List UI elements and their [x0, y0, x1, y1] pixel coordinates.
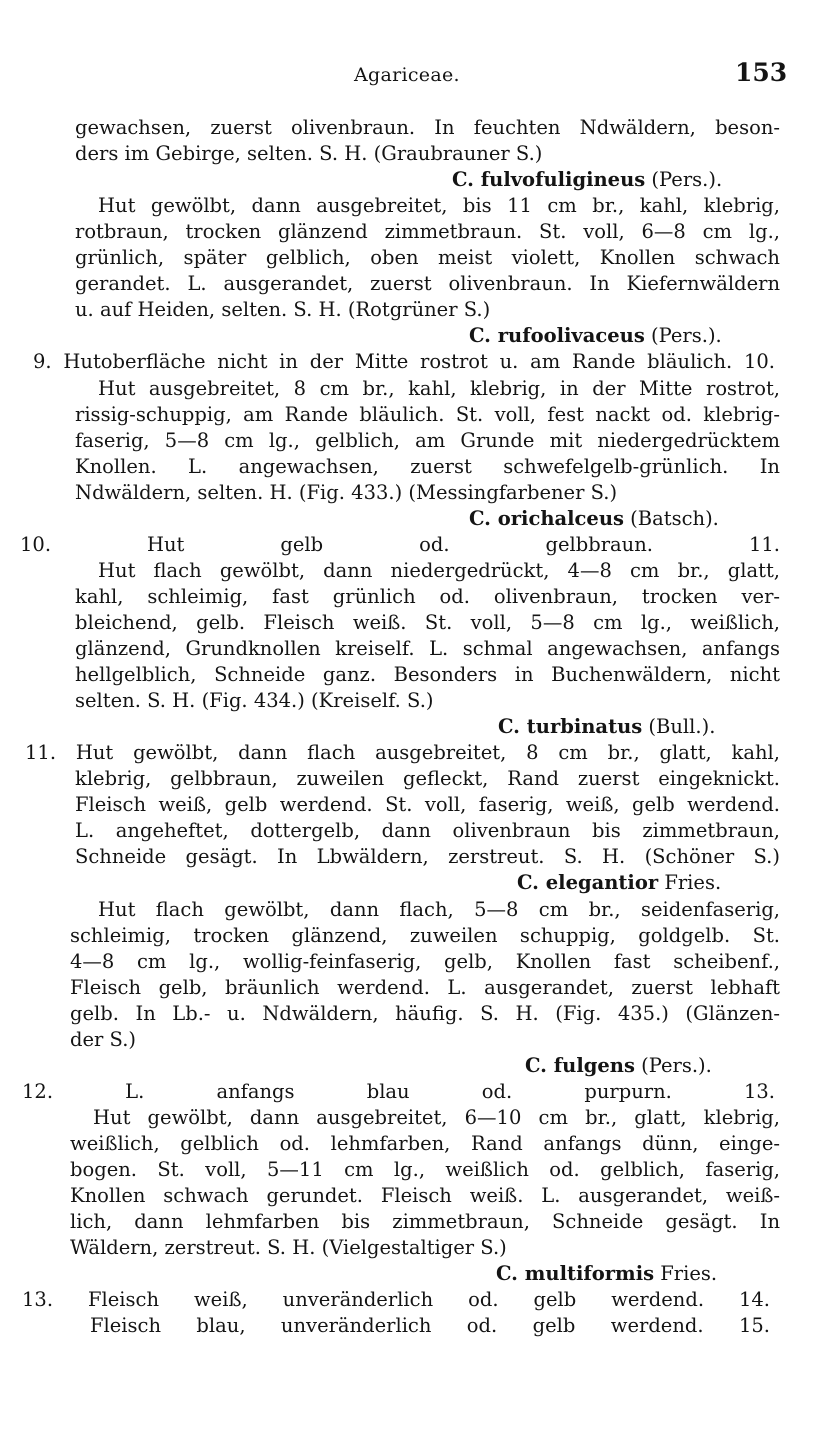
species-name: C. turbinatus: [498, 715, 643, 739]
species-line: [496, 1261, 717, 1287]
species-line: [469, 506, 719, 532]
text-line: 13. Fleisch weiß, unveränderlich od. gelb werdend. 14.: [22, 1288, 770, 1312]
species-name: C. fulgens: [525, 1053, 635, 1077]
text-line: kahl, schleimig, fast grünlich od. olivenbraun, trocken ver-: [75, 584, 780, 608]
species-name: C. elegantior: [517, 871, 659, 895]
text-line: hellgelblich, Schneide ganz. Besonders in Buchenwäldern, nicht: [75, 663, 780, 687]
species-author: Fries.: [658, 871, 722, 895]
text-line: L. angeheftet, dottergelb, dann olivenbraun bis zimmetbraun,: [75, 819, 780, 843]
text-line: u. auf Heiden, selten. S. H. (Rotgrüner S.): [75, 298, 491, 322]
text-line: Fleisch blau, unveränderlich od. gelb werdend. 15.: [90, 1314, 770, 1338]
text-line: 10. Hut gelb od. gelbbraun. 11.: [20, 532, 780, 556]
text-line: Hut gewölbt, dann ausgebreitet, 6—10 cm br., glatt, klebrig,: [93, 1105, 780, 1129]
text-line: ders im Gebirge, selten. S. H. (Graubrauner S.): [75, 142, 543, 166]
page-header: [0, 58, 830, 90]
species-author: Fries.: [654, 1262, 718, 1286]
species-author: (Batsch).: [623, 506, 719, 530]
species-name: C. rufoolivaceus: [469, 324, 645, 348]
text-line: Ndwäldern, selten. H. (Fig. 433.) (Messingfarbener S.): [75, 480, 618, 504]
species-line: [498, 714, 715, 740]
text-line: der S.): [70, 1027, 137, 1051]
species-author: (Pers.).: [644, 324, 722, 348]
text-line: bogen. St. voll, 5—11 cm lg., weißlich od. gelblich, faserig,: [70, 1158, 780, 1181]
species-name: C. multiformis: [496, 1262, 655, 1286]
text-line: gelb. In Lb.- u. Ndwäldern, häufig. S. H. (Fig. 435.) (Glänzen-: [70, 1001, 780, 1025]
text-line: Wäldern, zerstreut. S. H. (Vielgestaltiger S.): [70, 1236, 507, 1260]
text-line: weißlich, gelblich od. lehmfarben, Rand anfangs dünn, einge-: [70, 1131, 780, 1155]
species-line: [469, 323, 722, 349]
text-line: gerandet. L. ausgerandet, zuerst olivenbraun. In Kiefernwäldern: [75, 272, 780, 296]
text-line: bleichend, gelb. Fleisch weiß. St. voll, 5—8 cm lg., weißlich,: [75, 610, 780, 634]
text-line: 12. L. anfangs blau od. purpurn. 13.: [22, 1079, 775, 1103]
text-line: glänzend, Grundknollen kreiself. L. schmal angewachsen, anfangs: [75, 637, 780, 660]
text-line: schleimig, trocken glänzend, zuweilen schuppig, goldgelb. St.: [70, 923, 780, 947]
text-line: Knollen schwach gerundet. Fleisch weiß. L. ausgerandet, weiß-: [70, 1184, 780, 1208]
text-line: Hut ausgebreitet, 8 cm br., kahl, klebrig, in der Mitte rostrot,: [98, 376, 780, 400]
species-name: C. fulvofuligineus: [452, 168, 646, 192]
text-line: rotbraun, trocken glänzend zimmetbraun. St. voll, 6—8 cm lg.,: [75, 220, 780, 244]
text-line: gewachsen, zuerst olivenbraun. In feuchten Ndwäldern, beson-: [75, 116, 780, 139]
text-line: Hut gewölbt, dann ausgebreitet, bis 11 cm br., kahl, klebrig,: [98, 194, 780, 218]
text-line: rissig-schuppig, am Rande bläulich. St. voll, fest nackt od. klebrig-: [75, 402, 780, 426]
species-author: (Bull.).: [642, 715, 716, 739]
text-line: 11. Hut gewölbt, dann flach ausgebreitet, 8 cm br., glatt, kahl,: [25, 741, 780, 765]
text-line: Hut flach gewölbt, dann flach, 5—8 cm br., seidenfaserig,: [98, 897, 780, 921]
text-line: selten. S. H. (Fig. 434.) (Kreiself. S.): [75, 689, 434, 713]
text-line: Hut flach gewölbt, dann niedergedrückt, 4—8 cm br., glatt,: [98, 558, 780, 582]
text-line: 9. Hutoberfläche nicht in der Mitte rostrot u. am Rande bläulich. 10.: [33, 350, 775, 374]
species-line: [525, 1053, 712, 1079]
text-line: Fleisch weiß, gelb werdend. St. voll, faserig, weiß, gelb werdend.: [75, 793, 780, 817]
text-line: lich, dann lehmfarben bis zimmetbraun, Schneide gesägt. In: [70, 1210, 780, 1234]
text-line: 4—8 cm lg., wollig-feinfaserig, gelb, Knollen fast scheibenf.,: [70, 949, 780, 973]
text-line: Fleisch gelb, bräunlich werdend. L. ausgerandet, zuerst lebhaft: [70, 975, 780, 999]
text-line: faserig, 5—8 cm lg., gelblich, am Grunde mit niedergedrücktem: [75, 428, 780, 452]
species-line: [517, 870, 721, 896]
species-line: [452, 167, 722, 193]
text-line: klebrig, gelbbraun, zuweilen gefleckt, Rand zuerst eingeknickt.: [75, 767, 780, 791]
text-line: Schneide gesägt. In Lbwäldern, zerstreut. S. H. (Schöner S.): [75, 845, 780, 869]
species-name: C. orichalceus: [469, 506, 624, 530]
species-author: (Pers.).: [634, 1053, 712, 1077]
text-line: grünlich, später gelblich, oben meist violett, Knollen schwach: [75, 246, 780, 270]
running-head: Agariceae.: [354, 64, 460, 86]
text-line: Knollen. L. angewachsen, zuerst schwefelgelb-grünlich. In: [75, 454, 780, 478]
page-number: 153: [735, 58, 788, 87]
species-author: (Pers.).: [645, 168, 723, 192]
